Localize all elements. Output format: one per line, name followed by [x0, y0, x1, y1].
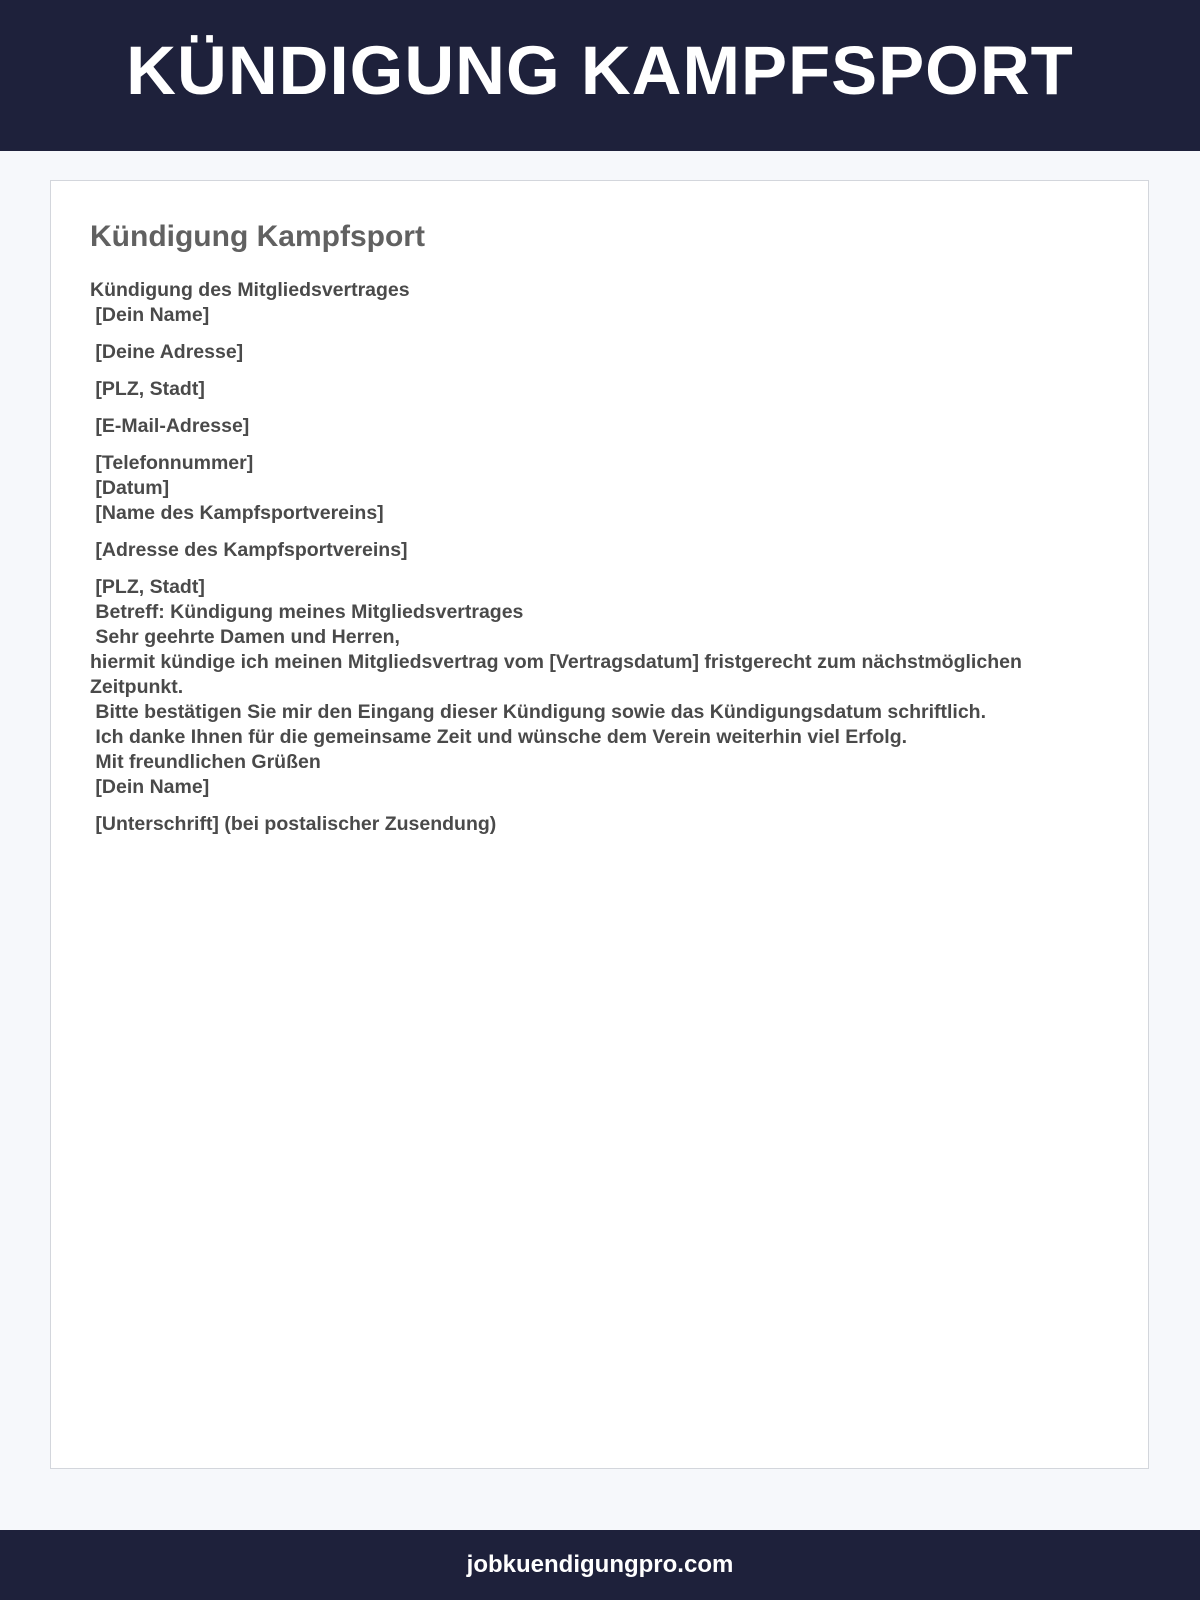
letter-line-subject-heading: Kündigung des Mitgliedsvertrages — [90, 279, 410, 301]
page-title: KÜNDIGUNG KAMPFSPORT — [126, 32, 1074, 109]
letter-line-recipient-name: [Name des Kampfsportvereins] — [90, 502, 384, 524]
letter-line-salutation: Sehr geehrte Damen und Herren, — [90, 626, 400, 648]
letter-line-body-3: Ich danke Ihnen für die gemeinsame Zeit und wünsche dem Verein weiterhin viel Erfolg. — [90, 726, 908, 748]
letter-line-recipient-address: [Adresse des Kampfsportvereins] — [90, 539, 408, 561]
letter-line-body-1: hiermit kündige ich meinen Mitgliedsvertrag vom [Vertragsdatum] fristgerecht zum nächstmöglichen Zeitpunkt. — [90, 651, 1028, 698]
letter-line-sender-address: [Deine Adresse] — [90, 341, 244, 363]
letter-card — [50, 180, 1149, 1469]
letter-line-signature: [Unterschrift] (bei postalischer Zusendung) — [90, 813, 497, 835]
letter-line-sender-city: [PLZ, Stadt] — [90, 378, 205, 400]
letter-line-recipient-city: [PLZ, Stadt] — [90, 576, 205, 598]
letter-line-body-2: Bitte bestätigen Sie mir den Eingang dieser Kündigung sowie das Kündigungsdatum schriftlich. — [90, 701, 987, 723]
letter-line-signature-name: [Dein Name] — [90, 776, 210, 798]
letter-body — [90, 278, 1090, 837]
page-footer — [0, 1530, 1200, 1600]
letter-line-date: [Datum] — [90, 477, 170, 499]
letter-line-closing: Mit freundlichen Grüßen — [90, 751, 321, 773]
letter-line-sender-phone: [Telefonnummer] — [90, 452, 254, 474]
page-header — [0, 0, 1200, 151]
document-title: Kündigung Kampfsport — [90, 220, 425, 253]
letter-line-subject: Betreff: Kündigung meines Mitgliedsvertrages — [90, 601, 524, 623]
footer-site-name: jobkuendigungpro.com — [466, 1551, 734, 1578]
letter-line-sender-name: [Dein Name] — [90, 304, 210, 326]
letter-line-sender-email: [E-Mail-Adresse] — [90, 415, 250, 437]
